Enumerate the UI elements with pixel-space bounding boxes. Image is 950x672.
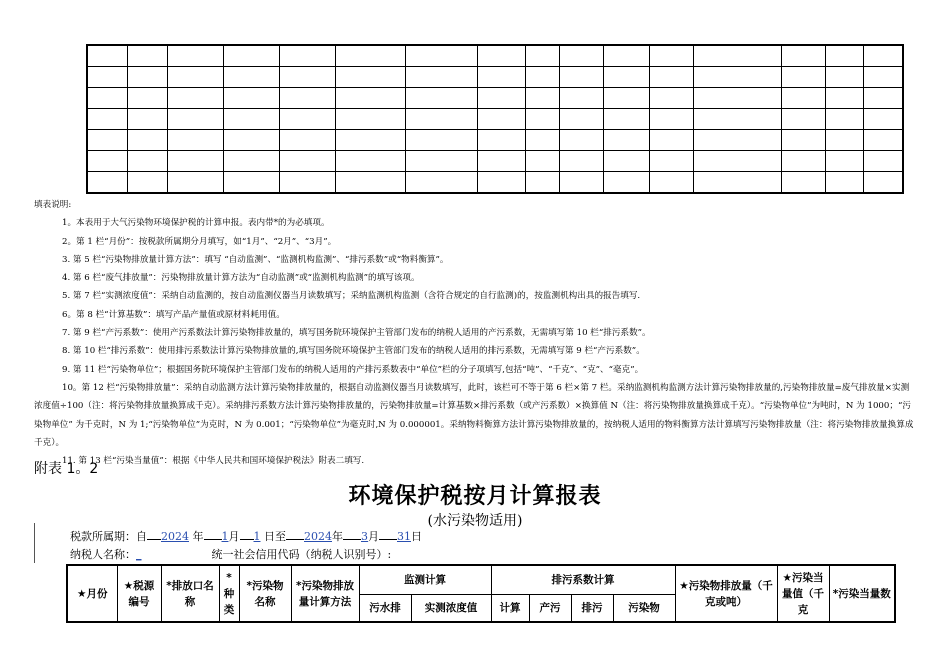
grid-cell[interactable]	[525, 151, 559, 172]
end-year[interactable]: 2024	[304, 530, 332, 543]
grid-cell[interactable]	[127, 130, 167, 151]
grid-cell[interactable]	[781, 88, 825, 109]
grid-cell[interactable]	[477, 67, 525, 88]
grid-cell[interactable]	[559, 88, 603, 109]
grid-cell[interactable]	[525, 130, 559, 151]
grid-cell[interactable]	[781, 109, 825, 130]
period-to: 日至	[264, 530, 286, 543]
appendix-label: 附表 1。2	[34, 461, 99, 477]
end-day[interactable]: 31	[397, 530, 411, 543]
grid-cell[interactable]	[127, 109, 167, 130]
grid-cell[interactable]	[167, 45, 223, 67]
header-emission-amount: ★污染物排放量（千克或吨）	[675, 565, 777, 622]
grid-cell[interactable]	[477, 45, 525, 67]
grid-cell[interactable]	[525, 88, 559, 109]
water-pollutant-table	[66, 564, 896, 623]
grid-cell[interactable]	[559, 172, 603, 194]
header-equivalent-value: ★污染当量值（千克	[777, 565, 829, 622]
grid-row	[87, 130, 903, 151]
grid-cell[interactable]	[649, 109, 693, 130]
grid-cell[interactable]	[649, 88, 693, 109]
instruction-item: 7. 第 9 栏“产污系数”：使用产污系数法计算污染物排放量的，填写国务院环境保护主管部门发布的纳税人适用的产污系数，无需填写第 10 栏“排污系数”。	[62, 328, 651, 339]
grid-cell[interactable]	[87, 151, 127, 172]
instruction-item: 10。第 12 栏“污染物排放量”：采纳自动监测方法计算污染物排放量的，根据自动监测仪器当月读数填写，此时，该栏可不等于第 6 栏×第 7 栏。采纳监测机构监测方法计算污染物排放量的,污染物排放量=废气排放量×实测浓度值÷100（注：将污染物排放量换算成千克）。采纳排污系数方法计算污染物排放量的，污染物排放量=计算基数×排污系数（或产污系数）×换算值 N（注：将污染物排放量换算成千克）。“污染物单位”为吨时，N 为 1000；“污染物单位” 为千克时，N 为 1;“污染物单位”为克时，N 为 0.001；“污染物单位”为毫克时,N 为 0.000001。采纳物料衡算方法计算污染物排放量的，按纳税人适用的物料衡算方法计算填写污染物排放量（注：将污染物排放量换算成千克）。	[34, 382, 914, 448]
grid-cell[interactable]	[603, 45, 649, 67]
instruction-item: 1。本表用于大气污染物环境保护税的计算申报。表内带*的为必填项。	[62, 218, 330, 229]
grid-cell[interactable]	[167, 109, 223, 130]
month-unit: 月	[368, 530, 379, 543]
header-sewage-discharge: 污水排	[359, 595, 411, 623]
grid-cell[interactable]	[649, 45, 693, 67]
grid-row	[87, 67, 903, 88]
month-unit: 月	[228, 530, 240, 543]
grid-cell[interactable]	[825, 172, 863, 194]
taxpayer-info	[70, 546, 391, 562]
tax-period	[70, 528, 422, 544]
grid-cell[interactable]	[405, 151, 477, 172]
grid-cell[interactable]	[603, 172, 649, 194]
grid-cell[interactable]	[781, 130, 825, 151]
credit-code-label: 统一社会信用代码（纳税人识别号）:	[211, 548, 392, 561]
grid-cell[interactable]	[279, 130, 335, 151]
period-label: 税款所属期：自	[70, 530, 147, 543]
grid-cell[interactable]	[525, 45, 559, 67]
grid-cell[interactable]	[863, 88, 903, 109]
grid-cell[interactable]	[693, 172, 781, 194]
grid-cell[interactable]	[279, 109, 335, 130]
grid-cell[interactable]	[825, 45, 863, 67]
grid-cell[interactable]	[477, 151, 525, 172]
instructions-heading: 填表说明:	[34, 200, 72, 210]
grid-cell[interactable]	[825, 67, 863, 88]
grid-cell[interactable]	[279, 172, 335, 194]
grid-cell[interactable]	[335, 172, 405, 194]
grid-cell[interactable]	[649, 130, 693, 151]
grid-cell[interactable]	[127, 67, 167, 88]
grid-row	[87, 151, 903, 172]
grid-cell[interactable]	[87, 130, 127, 151]
end-month[interactable]: 3	[361, 530, 368, 543]
grid-cell[interactable]	[167, 130, 223, 151]
grid-cell[interactable]	[477, 109, 525, 130]
grid-cell[interactable]	[223, 67, 279, 88]
instruction-item: 3. 第 5 栏“污染物排放量计算方法”：填写 “自动监测”、“监测机构监测”、“排污系数”或“物料衡算”。	[62, 254, 449, 265]
grid-cell[interactable]	[863, 109, 903, 130]
grid-cell[interactable]	[825, 130, 863, 151]
grid-cell[interactable]	[335, 67, 405, 88]
start-month[interactable]: 1	[221, 530, 229, 543]
grid-cell[interactable]	[335, 45, 405, 67]
grid-cell[interactable]	[87, 67, 127, 88]
grid-cell[interactable]	[87, 172, 127, 194]
grid-cell[interactable]	[335, 88, 405, 109]
grid-cell[interactable]	[477, 130, 525, 151]
day-unit: 日	[411, 530, 422, 543]
grid-cell[interactable]	[279, 88, 335, 109]
grid-cell[interactable]	[525, 172, 559, 194]
header-kind: *种类	[219, 565, 239, 622]
grid-cell[interactable]	[603, 109, 649, 130]
header-outlet-name: *排放口名称	[161, 565, 219, 622]
grid-cell[interactable]	[781, 45, 825, 67]
header-measured-concentration: 实测浓度值	[411, 595, 491, 623]
instruction-item: 11. 第 13 栏“污染当量值”：根据《中华人民共和国环境保护税法》附表二填写.	[62, 456, 365, 467]
grid-cell[interactable]	[405, 172, 477, 194]
header-calc-method: *污染物排放量计算方法	[291, 565, 359, 622]
grid-cell[interactable]	[223, 88, 279, 109]
instruction-item: 4. 第 6 栏“废气排放量”：污染物排放量计算方法为“自动监测”或“监测机构监测”的填写该项。	[62, 273, 420, 284]
grid-cell[interactable]	[87, 45, 127, 67]
grid-cell[interactable]	[603, 151, 649, 172]
start-day[interactable]: 1	[253, 530, 261, 543]
grid-cell[interactable]	[559, 109, 603, 130]
grid-cell[interactable]	[405, 45, 477, 67]
grid-cell[interactable]	[863, 172, 903, 194]
grid-cell[interactable]	[525, 109, 559, 130]
grid-row	[87, 109, 903, 130]
grid-cell[interactable]	[335, 130, 405, 151]
year-unit: 年	[192, 530, 204, 543]
grid-cell[interactable]	[603, 130, 649, 151]
grid-cell[interactable]	[167, 67, 223, 88]
grid-cell[interactable]	[335, 151, 405, 172]
grid-cell[interactable]	[223, 130, 279, 151]
instruction-item: 2。第 1 栏“月份”：按税款所属期分月填写，如“1月”、“2月”、“3月”。	[62, 236, 337, 247]
taxpayer-name-label: 纳税人名称：	[70, 548, 136, 561]
grid-cell[interactable]	[477, 172, 525, 194]
grid-cell[interactable]	[603, 67, 649, 88]
grid-cell[interactable]	[87, 88, 127, 109]
grid-row	[87, 88, 903, 109]
grid-cell[interactable]	[279, 45, 335, 67]
year-unit: 年	[332, 530, 343, 543]
report-subtitle: (水污染物适用)	[427, 513, 523, 529]
grid-cell[interactable]	[477, 88, 525, 109]
grid-cell[interactable]	[781, 172, 825, 194]
grid-cell[interactable]	[405, 67, 477, 88]
grid-cell[interactable]	[279, 151, 335, 172]
instruction-item: 5. 第 7 栏“实测浓度值”：采纳自动监测的，按自动监测仪器当月读数填写；采纳监测机构监测（含符合规定的自行监测)的，按监测机构出具的报告填写.	[62, 291, 641, 302]
instruction-item: 9. 第 11 栏“污染物单位”；根据国务院环境保护主管部门发布的纳税人适用的产排污系数表中“单位”栏的分子项填写,包括“吨”、“千克”、“克”、“毫克”。	[62, 364, 644, 375]
grid-cell[interactable]	[649, 172, 693, 194]
grid-cell[interactable]	[335, 109, 405, 130]
header-calc: 计算	[491, 595, 529, 623]
fill-instructions	[34, 196, 914, 470]
header-pollutant-name: *污染物名称	[239, 565, 291, 622]
grid-cell[interactable]	[649, 151, 693, 172]
header-monitoring-calc: 监测计算	[359, 565, 491, 595]
header-tax-source-id: ★税源编号	[117, 565, 161, 622]
grid-cell[interactable]	[223, 151, 279, 172]
taxpayer-name-field[interactable]: _	[136, 548, 142, 561]
grid-cell[interactable]	[127, 45, 167, 67]
grid-row	[87, 45, 903, 67]
grid-cell[interactable]	[863, 130, 903, 151]
header-emission-factor-calc: 排污系数计算	[491, 565, 675, 595]
grid-cell[interactable]	[863, 151, 903, 172]
grid-cell[interactable]	[127, 88, 167, 109]
grid-cell[interactable]	[825, 109, 863, 130]
grid-cell[interactable]	[559, 151, 603, 172]
grid-cell[interactable]	[405, 88, 477, 109]
grid-cell[interactable]	[693, 130, 781, 151]
report-title: 环境保护税按月计算报表	[348, 484, 602, 509]
grid-cell[interactable]	[223, 172, 279, 194]
grid-cell[interactable]	[863, 67, 903, 88]
grid-cell[interactable]	[223, 109, 279, 130]
margin-line	[34, 523, 35, 563]
previous-table-grid	[86, 44, 904, 194]
header-discharge-pollution: 排污	[571, 595, 613, 623]
grid-cell[interactable]	[693, 151, 781, 172]
grid-cell[interactable]	[693, 109, 781, 130]
instruction-item: 8. 第 10 栏“排污系数”：使用排污系数法计算污染物排放量的,填写国务院环境保护主管部门发布的纳税人适用的排污系数，无需填写第 9 栏“产污系数”。	[62, 346, 645, 357]
grid-cell[interactable]	[559, 45, 603, 67]
grid-cell[interactable]	[127, 172, 167, 194]
grid-cell[interactable]	[649, 67, 693, 88]
grid-cell[interactable]	[781, 67, 825, 88]
grid-cell[interactable]	[781, 151, 825, 172]
grid-cell[interactable]	[405, 130, 477, 151]
grid-cell[interactable]	[405, 109, 477, 130]
header-production-pollution: 产污	[529, 595, 571, 623]
start-year[interactable]: 2024	[161, 530, 189, 543]
header-pollutant: 污染物	[613, 595, 675, 623]
grid-cell[interactable]	[525, 67, 559, 88]
grid-cell[interactable]	[279, 67, 335, 88]
header-equivalent-count: *污染当量数	[829, 565, 895, 622]
grid-cell[interactable]	[693, 45, 781, 67]
grid-cell[interactable]	[693, 67, 781, 88]
grid-cell[interactable]	[223, 45, 279, 67]
grid-cell[interactable]	[559, 130, 603, 151]
grid-cell[interactable]	[167, 88, 223, 109]
grid-cell[interactable]	[127, 151, 167, 172]
grid-cell[interactable]	[603, 88, 649, 109]
grid-cell[interactable]	[825, 88, 863, 109]
header-month: ★月份	[67, 565, 117, 622]
grid-cell[interactable]	[559, 67, 603, 88]
grid-cell[interactable]	[693, 88, 781, 109]
instruction-item: 6。第 8 栏“计算基数”：填写产品产量值或原材料耗用值。	[62, 309, 285, 320]
grid-cell[interactable]	[87, 109, 127, 130]
grid-cell[interactable]	[863, 45, 903, 67]
grid-row	[87, 172, 903, 194]
grid-cell[interactable]	[167, 172, 223, 194]
grid-cell[interactable]	[825, 151, 863, 172]
grid-cell[interactable]	[167, 151, 223, 172]
